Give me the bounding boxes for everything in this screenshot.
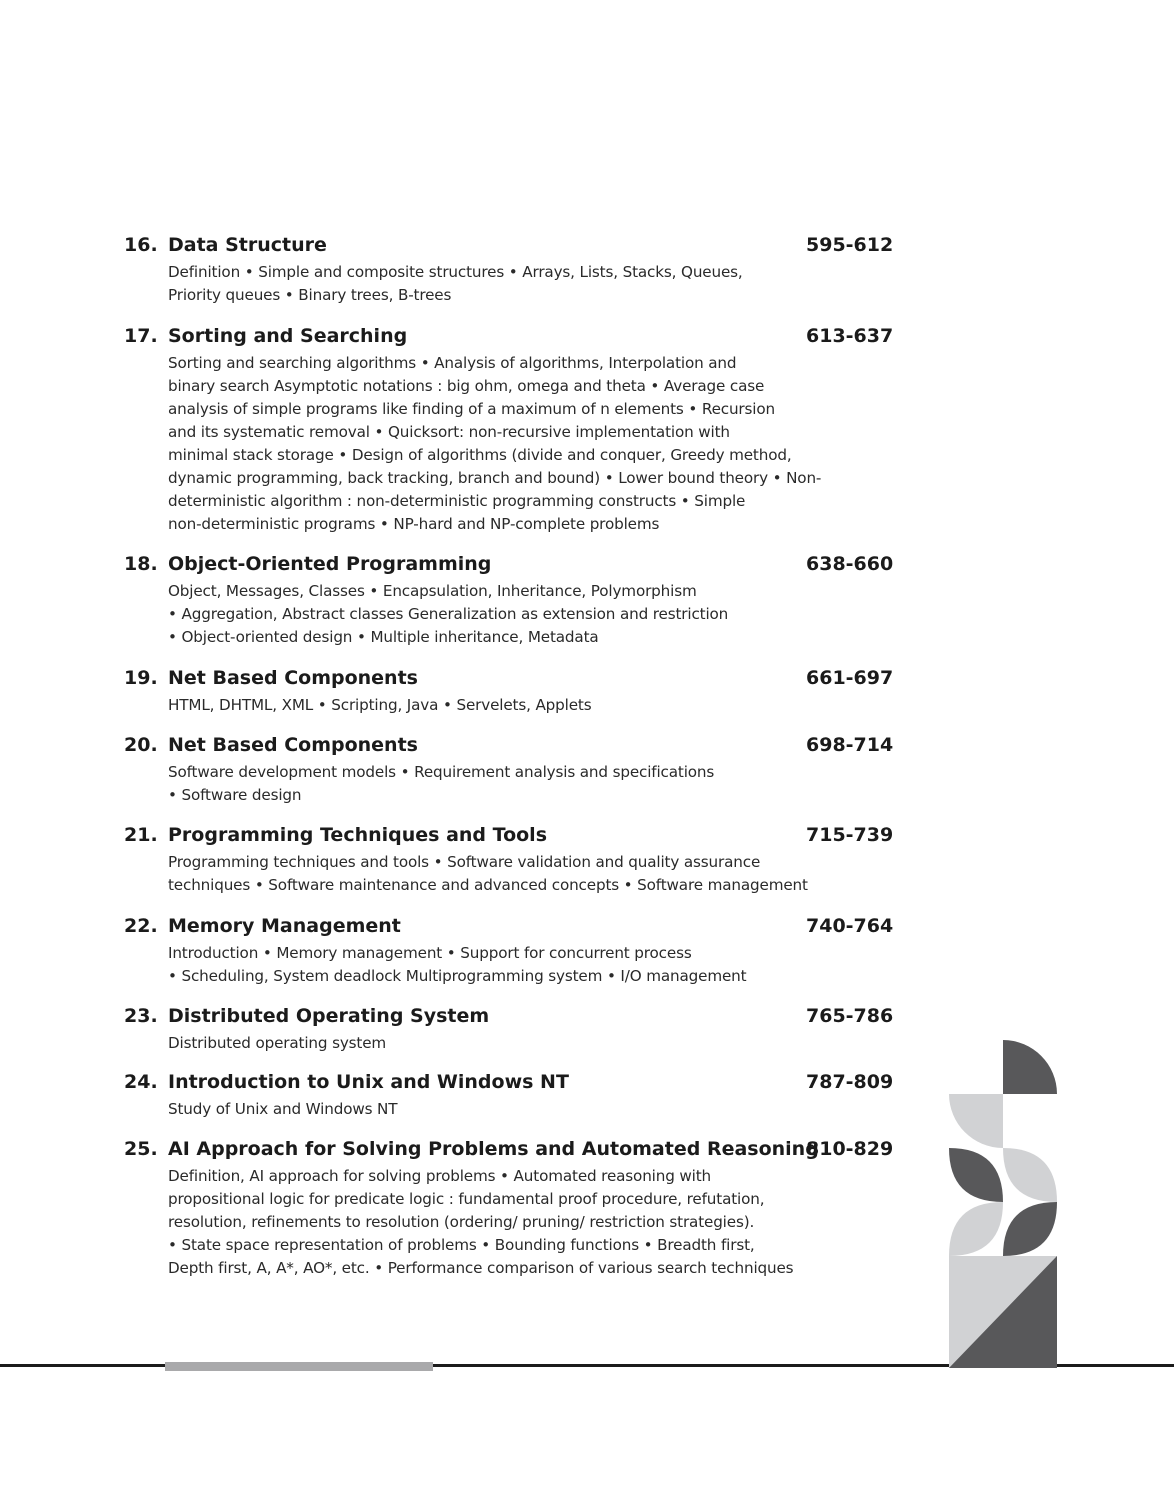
decorative-geometric-ornament (947, 1040, 1059, 1368)
chapter-number: 22. (124, 915, 158, 937)
chapter-title: Net Based Components (168, 734, 418, 756)
chapter-topics (168, 1165, 828, 1280)
page-range: 810-829 (806, 1138, 894, 1160)
topic-line: Depth first, A, A*, AO*, etc. • Performance comparison of various search techniques (168, 1259, 794, 1277)
chapter-topics (168, 851, 828, 897)
topic-line: • Software design (168, 786, 302, 804)
topic-line: • State space representation of problems • Bounding functions • Breadth first, (168, 1236, 755, 1254)
chapter-topics (168, 261, 828, 307)
page-range: 613-637 (806, 325, 894, 347)
chapter-title: Memory Management (168, 915, 401, 937)
page-range: 698-714 (806, 734, 894, 756)
topic-line: • Aggregation, Abstract classes Generalization as extension and restriction (168, 605, 729, 623)
chapter-number: 20. (124, 734, 158, 756)
page-range: 765-786 (806, 1005, 894, 1027)
chapter-number: 25. (124, 1138, 158, 1160)
topic-line: analysis of simple programs like finding of a maximum of n elements • Recursion (168, 400, 775, 418)
chapter-title: Data Structure (168, 234, 327, 256)
topic-line: binary search Asymptotic notations : big ohm, omega and theta • Average case (168, 377, 765, 395)
topic-line: and its systematic removal • Quicksort: non-recursive implementation with (168, 423, 730, 441)
topic-line: minimal stack storage • Design of algorithms (divide and conquer, Greedy method, (168, 446, 792, 464)
chapter-topics (168, 694, 828, 717)
chapter-number: 19. (124, 667, 158, 689)
chapter-number: 16. (124, 234, 158, 256)
topic-line: Definition • Simple and composite structures • Arrays, Lists, Stacks, Queues, (168, 263, 743, 281)
chapter-number: 23. (124, 1005, 158, 1027)
topic-line: Study of Unix and Windows NT (168, 1100, 398, 1118)
chapter-number: 18. (124, 553, 158, 575)
topic-line: • Scheduling, System deadlock Multiprogramming system • I/O management (168, 967, 747, 985)
page-range: 595-612 (806, 234, 894, 256)
page-range: 740-764 (806, 915, 894, 937)
topic-line: dynamic programming, back tracking, branch and bound) • Lower bound theory • Non- (168, 469, 822, 487)
chapter-title: Introduction to Unix and Windows NT (168, 1071, 569, 1093)
topic-line: techniques • Software maintenance and advanced concepts • Software management (168, 876, 808, 894)
topic-line: Priority queues • Binary trees, B-trees (168, 286, 452, 304)
page-range: 638-660 (806, 553, 894, 575)
topic-line: Introduction • Memory management • Support for concurrent process (168, 944, 692, 962)
topic-line: Software development models • Requirement analysis and specifications (168, 763, 715, 781)
topic-line: Object, Messages, Classes • Encapsulation, Inheritance, Polymorphism (168, 582, 697, 600)
topic-line: Distributed operating system (168, 1034, 387, 1052)
chapter-topics (168, 761, 828, 807)
chapter-title: Net Based Components (168, 667, 418, 689)
page-range: 715-739 (806, 824, 894, 846)
topic-line: non-deterministic programs • NP-hard and NP-complete problems (168, 515, 660, 533)
chapter-number: 17. (124, 325, 158, 347)
chapter-title: Object-Oriented Programming (168, 553, 492, 575)
chapter-number: 24. (124, 1071, 158, 1093)
topic-line: • Object-oriented design • Multiple inheritance, Metadata (168, 628, 599, 646)
topic-line: Definition, AI approach for solving problems • Automated reasoning with (168, 1167, 712, 1185)
topic-line: Programming techniques and tools • Software validation and quality assurance (168, 853, 761, 871)
chapter-title: AI Approach for Solving Problems and Automated Reasoning (168, 1138, 819, 1160)
chapter-topics (168, 352, 828, 536)
chapter-topics (168, 1032, 828, 1055)
chapter-title: Sorting and Searching (168, 325, 408, 347)
topic-line: deterministic algorithm : non-deterministic programming constructs • Simple (168, 492, 746, 510)
chapter-topics (168, 1098, 828, 1121)
chapter-topics (168, 580, 828, 649)
topic-line: Sorting and searching algorithms • Analysis of algorithms, Interpolation and (168, 354, 737, 372)
chapter-number: 21. (124, 824, 158, 846)
bottom-rule-tab (165, 1362, 433, 1371)
topic-line: propositional logic for predicate logic : fundamental proof procedure, refutation, (168, 1190, 765, 1208)
page-range: 787-809 (806, 1071, 894, 1093)
page-range: 661-697 (806, 667, 894, 689)
chapter-title: Programming Techniques and Tools (168, 824, 548, 846)
chapter-title: Distributed Operating System (168, 1005, 490, 1027)
chapter-topics (168, 942, 828, 988)
topic-line: HTML, DHTML, XML • Scripting, Java • Servelets, Applets (168, 696, 592, 714)
topic-line: resolution, refinements to resolution (ordering/ pruning/ restriction strategies). (168, 1213, 755, 1231)
